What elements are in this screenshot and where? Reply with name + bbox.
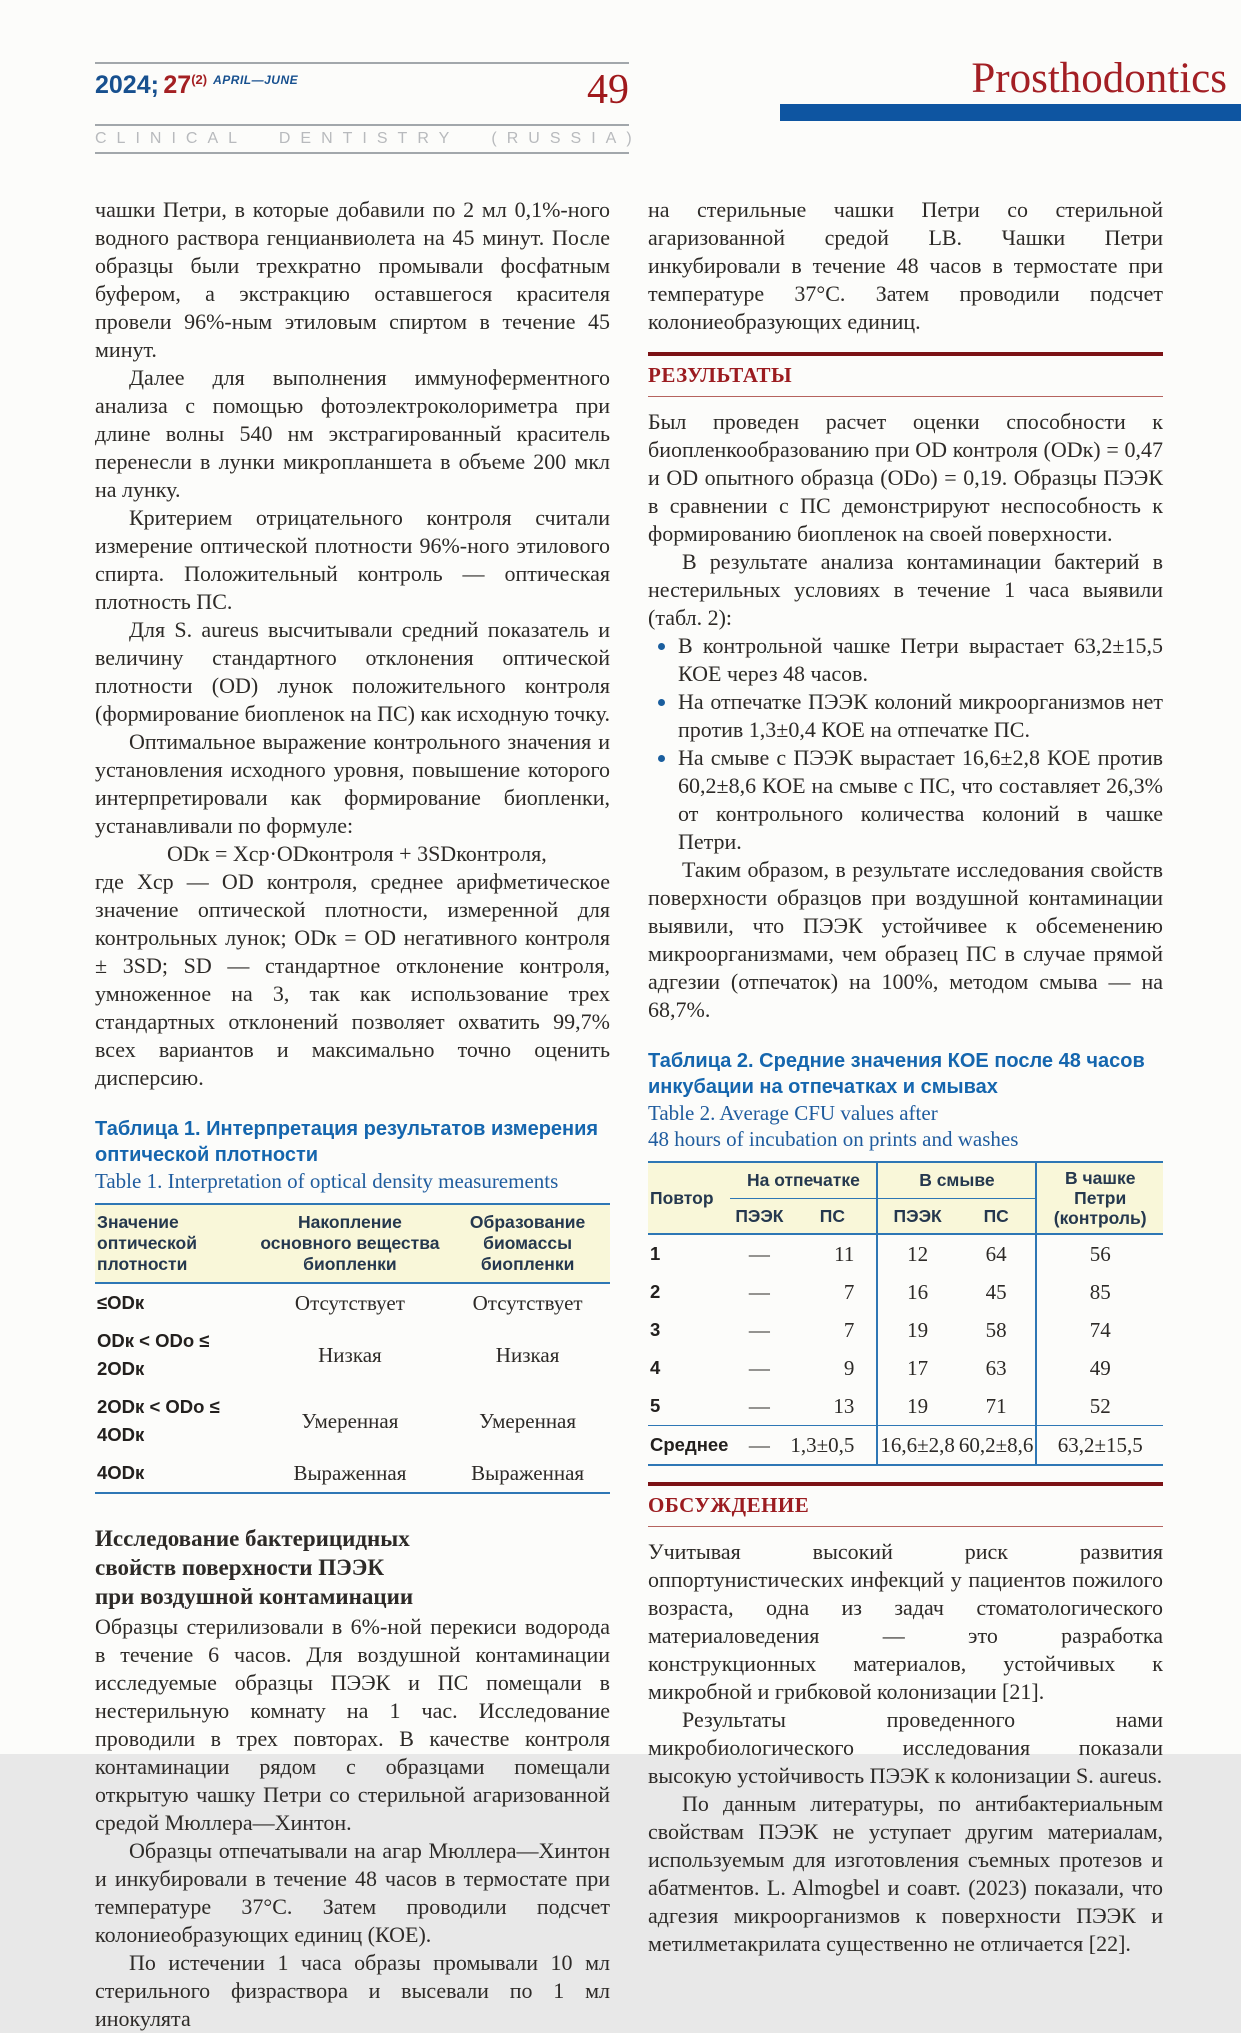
table2-cell: 63,2±15,5: [1036, 1426, 1163, 1466]
table2: [648, 1161, 1163, 1466]
table2-cell: 85: [1036, 1273, 1163, 1311]
paragraph: Критерием отрицательного контроля считали измерение оптической плотности 96%-ного этилового спирта. Положительный контроль — оптическая плотность ПС.: [95, 505, 610, 614]
table2-cell: 7: [843, 1318, 855, 1342]
list-item-text: На отпечатке ПЭЭК колоний микроорганизмов нет против 1,3±0,4 КОЕ на отпечатке ПС.: [678, 689, 1163, 742]
table1-cell: Низкая: [318, 1343, 382, 1367]
discussion-heading-label: ОБСУЖДЕНИЕ: [648, 1493, 810, 1517]
table2-cell: —: [748, 1318, 770, 1342]
paragraph: Результаты проведенного нами микробиологического исследования показали высокую устойчивость ПЭЭК к колонизации S. aureus.: [648, 1707, 1163, 1788]
table2-subheader: ПС: [788, 1198, 877, 1234]
masthead-right: [780, 56, 1241, 121]
left-column: [95, 196, 610, 2033]
table2-header-control: В чашке Петри (контроль): [1036, 1162, 1163, 1234]
table2-cell: 3: [650, 1319, 661, 1340]
running-section-title: Prosthodontics: [971, 55, 1227, 102]
paragraph: Образцы стерилизовали в 6%-ной перекиси водорода в течение 6 часов. Для воздушной контаминации исследуемые образцы ПЭЭК и ПС помещали в нестерильную комнату на 1 час. Исследование проводили в трех повторах. В качестве контроля контаминации рядом с образцами помещали открытую чашку Петри со стерильной агаризованной средой Мюллера—Хинтон.: [95, 1614, 610, 1835]
table2-cell: Среднее: [648, 1426, 730, 1466]
table2-header-repeat: Повтор: [648, 1162, 730, 1234]
subsection-heading: [95, 1524, 610, 1611]
table-row: [95, 1388, 610, 1454]
bullet-dot-icon: [658, 699, 665, 706]
paragraph: Образцы отпечатывали на агар Мюллера—Хинтон и инкубировали в течение 48 часов в термостате при температуре 37°C. Затем проводили подсчет колониеобразующих единиц (КОЕ).: [95, 1838, 610, 1947]
table1-cell: ODк < ODо ≤ 2ODк: [97, 1330, 210, 1379]
table2-cell: 74: [1036, 1311, 1163, 1349]
table2-subheader: ПЭЭК: [730, 1198, 788, 1234]
table2-cell: —: [730, 1426, 788, 1466]
table1-cell: Отсутствует: [472, 1291, 583, 1315]
paragraph: По данным литературы, по антибактериальным свойствам ПЭЭК не уступает другим материалам, используемым для изготовления съемных протезов и абатментов. L. Almogbel и соавт. (2023) показали, что адгезия микроорганизмов к поверхности ПЭЭК и метилметакрилата существенно не отличается [22].: [648, 1791, 1163, 1956]
table2-cell: 63: [985, 1356, 1007, 1380]
subsection-heading-line: свойств поверхности ПЭЭК: [95, 1555, 385, 1580]
list-item-text: В контрольной чашке Петри вырастает 63,2±15,5 КОЕ через 48 часов.: [678, 633, 1163, 686]
table1-cell: Умеренная: [301, 1409, 399, 1433]
table2-cell: —: [748, 1394, 770, 1418]
formula-line: ODк = Хср·ODконтроля + 3SDконтроля,: [167, 841, 547, 866]
paragraph: чашки Петри, в которые добавили по 2 мл 0,1%-ного водного раствора генцианвиолета на 45 минут. После образцы были трехкратно промывали фосфатным буфером, а экстракцию оставшегося красителя провели 96%-ным этиловым спиртом в течение 45 минут.: [95, 197, 610, 362]
table2-cell: —: [748, 1280, 770, 1304]
table-row: [648, 1234, 1163, 1273]
table2-cell: 9: [843, 1356, 855, 1380]
right-column: [648, 196, 1163, 2033]
table2-cell: 58: [985, 1318, 1007, 1342]
table1-cell: Выраженная: [471, 1461, 585, 1485]
table1-header-cell: Накопление основного вещества биопленки: [255, 1204, 446, 1283]
table1: [95, 1203, 610, 1494]
table2-title-ru: Таблица 2. Средние значения КОЕ после 48 часов инкубации на отпечатках и смывах: [648, 1050, 1145, 1098]
table1-cell: Выраженная: [293, 1461, 407, 1485]
results-bullet-list: [648, 632, 1163, 856]
table2-subheader: ПС: [957, 1198, 1037, 1234]
table2-title-en-line: Table 2. Average CFU values after: [648, 1101, 938, 1125]
table2-cell: 11: [834, 1242, 855, 1266]
paragraph: Далее для выполнения иммуноферментного анализа с помощью фотоэлектроколориметра при длине волны 540 нм экстрагированный краситель перенесли в лунки микропланшета в объеме 200 мкл на лунку.: [95, 365, 610, 502]
table1-header-cell: Значение оптической плотности: [95, 1204, 255, 1283]
table1-cell: 2ODк < ODо ≤ 4ODк: [97, 1396, 220, 1445]
issue-info: [95, 73, 298, 98]
table1-cell: Умеренная: [479, 1409, 577, 1433]
table-row: [95, 1322, 610, 1388]
paragraph: Для S. aureus высчитывали средний показатель и величину стандартного отклонения оптической плотности (OD) лунок положительного контроля (формирование биопленок на ПС) как исходную точку.: [95, 617, 610, 726]
table1-cell: 4ODк: [97, 1462, 145, 1483]
table2-cell: 60,2±8,6: [957, 1426, 1037, 1466]
journal-name: CLINICAL DENTISTRY (RUSSIA): [95, 130, 642, 147]
table-row: [95, 1454, 610, 1493]
article-body: [95, 196, 1163, 2033]
subsection-heading-line: Исследование бактерицидных: [95, 1526, 410, 1551]
table2-cell: 49: [1036, 1349, 1163, 1387]
table-row: [95, 1283, 610, 1322]
table2-cell: 19: [877, 1387, 957, 1426]
issue-months: APRIL—JUNE: [213, 73, 299, 87]
paragraph: Учитывая высокий риск развития оппортунистических инфекций у пациентов пожилого возраста, одна из задач стоматологического материаловедения — это разработка конструкционных материалов, устойчивых к микробной и грибковой колонизации [21].: [648, 1539, 1163, 1704]
subsection-heading-line: при воздушной контаминации: [95, 1584, 414, 1609]
table2-cell: —: [748, 1242, 770, 1266]
masthead-row: [95, 64, 629, 120]
list-item: [648, 744, 1163, 856]
table2-header-group-wash: В смыве: [877, 1162, 1036, 1198]
bullet-dot-icon: [658, 755, 665, 762]
table2-cell: 71: [985, 1394, 1007, 1418]
table2-cell: 2: [650, 1281, 661, 1302]
table2-cell: —: [748, 1356, 770, 1380]
issue-volume: 27: [163, 71, 192, 99]
table2-cell: 19: [877, 1311, 957, 1349]
table2-title-en: [648, 1100, 1163, 1152]
paragraph: Оптимальное выражение контрольного значения и установления исходного уровня, повышение которого интерпретировали как формирование биопленки, устанавливали по формуле:: [95, 729, 610, 838]
paragraph: Был проведен расчет оценки способности к биопленкообразованию при OD контроля (ODк) = 0,47 и OD опытного образца (ODо) = 0,19. Образцы ПЭЭК в сравнении с ПС демонстрируют неспособность к формированию биопленок на своей поверхности.: [648, 409, 1163, 546]
list-item: [648, 688, 1163, 744]
table2-cell: 4: [650, 1357, 661, 1378]
table2-cell: 13: [833, 1394, 855, 1418]
bullet-dot-icon: [658, 643, 665, 650]
list-item-text: На смыве с ПЭЭК вырастает 16,6±2,8 КОЕ против 60,2±8,6 КОЕ на смыве с ПС, что составляет 26,3% от контрольного количества колоний в чашке Петри.: [678, 745, 1163, 854]
issue-number: (2): [191, 72, 208, 87]
paragraph: на стерильные чашки Петри со стерильной агаризованной средой LB. Чашки Петри инкубировали в течение 48 часов в термостате при температуре 37°C. Затем проводили подсчет колониеобразующих единиц.: [648, 197, 1163, 334]
table2-cell: 7: [843, 1280, 855, 1304]
issue-year: 2024;: [95, 71, 159, 99]
table2-cell: 1: [650, 1243, 661, 1264]
table2-cell: 52: [1036, 1387, 1163, 1426]
page-number: 49: [587, 67, 629, 113]
table-row: [648, 1273, 1163, 1311]
table1-title-en: Table 1. Interpretation of optical density measurements: [95, 1169, 559, 1193]
table2-cell: 64: [985, 1242, 1007, 1266]
table2-cell: 12: [877, 1234, 957, 1273]
table-row: [648, 1387, 1163, 1426]
table2-cell: 16,6±2,8: [877, 1426, 957, 1466]
table1-cell: Отсутствует: [294, 1291, 405, 1315]
paragraph: В результате анализа контаминации бактерий в нестерильных условиях в течение 1 часа выявили (табл. 2):: [648, 549, 1163, 630]
table2-cell: 45: [985, 1280, 1007, 1304]
discussion-section-heading: [648, 1482, 1163, 1527]
journal-name-band: [95, 124, 642, 154]
results-section-heading: [648, 352, 1163, 397]
results-heading-label: РЕЗУЛЬТАТЫ: [648, 363, 793, 387]
table2-cell: 17: [877, 1349, 957, 1387]
table2-cell: 56: [1036, 1234, 1163, 1273]
paragraph: Таким образом, в результате исследования свойств поверхности образцов при воздушной контаминации выявили, что ПЭЭК устойчивее к обсеменению микроорганизмами, чем образец ПС в случае прямой адгезии (отпечаток) на 100%, методом смыва — на 68,7%.: [648, 857, 1163, 1022]
list-item: [648, 632, 1163, 688]
table-row: [648, 1311, 1163, 1349]
paragraph: где Хср — OD контроля, среднее арифметическое значение оптической плотности, измеренной для контрольных лунок; ODк = OD негативного контроля ± 3SD; SD — стандартное отклонение контроля, умноженное на 3, так как использование трех стандартных отклонений позволяет охватить 99,7% всех вариантов и максимально точно оценить дисперсию.: [95, 869, 610, 1090]
table2-cell: 1,3±0,5: [788, 1426, 877, 1466]
table-row-average: [648, 1426, 1163, 1466]
table2-subheader: ПЭЭК: [877, 1198, 957, 1234]
table2-cell: 5: [650, 1395, 661, 1416]
masthead-left: [95, 62, 642, 154]
table1-cell: ≤ODк: [97, 1292, 145, 1313]
table-row: [648, 1349, 1163, 1387]
table1-header-cell: Образование биомассы биопленки: [445, 1204, 610, 1283]
table2-header-group-print: На отпечатке: [730, 1162, 877, 1198]
table1-cell: Низкая: [495, 1343, 560, 1367]
table1-title-ru: Таблица 1. Интерпретация результатов измерения оптической плотности: [95, 1118, 599, 1166]
table2-cell: 16: [877, 1273, 957, 1311]
section-color-bar: [780, 104, 1241, 121]
paragraph: По истечении 1 часа образы промывали 10 мл стерильного физраствора и высевали по 1 мл инокулята: [95, 1950, 610, 2031]
table2-title-en-line: 48 hours of incubation on prints and washes: [648, 1127, 1019, 1151]
